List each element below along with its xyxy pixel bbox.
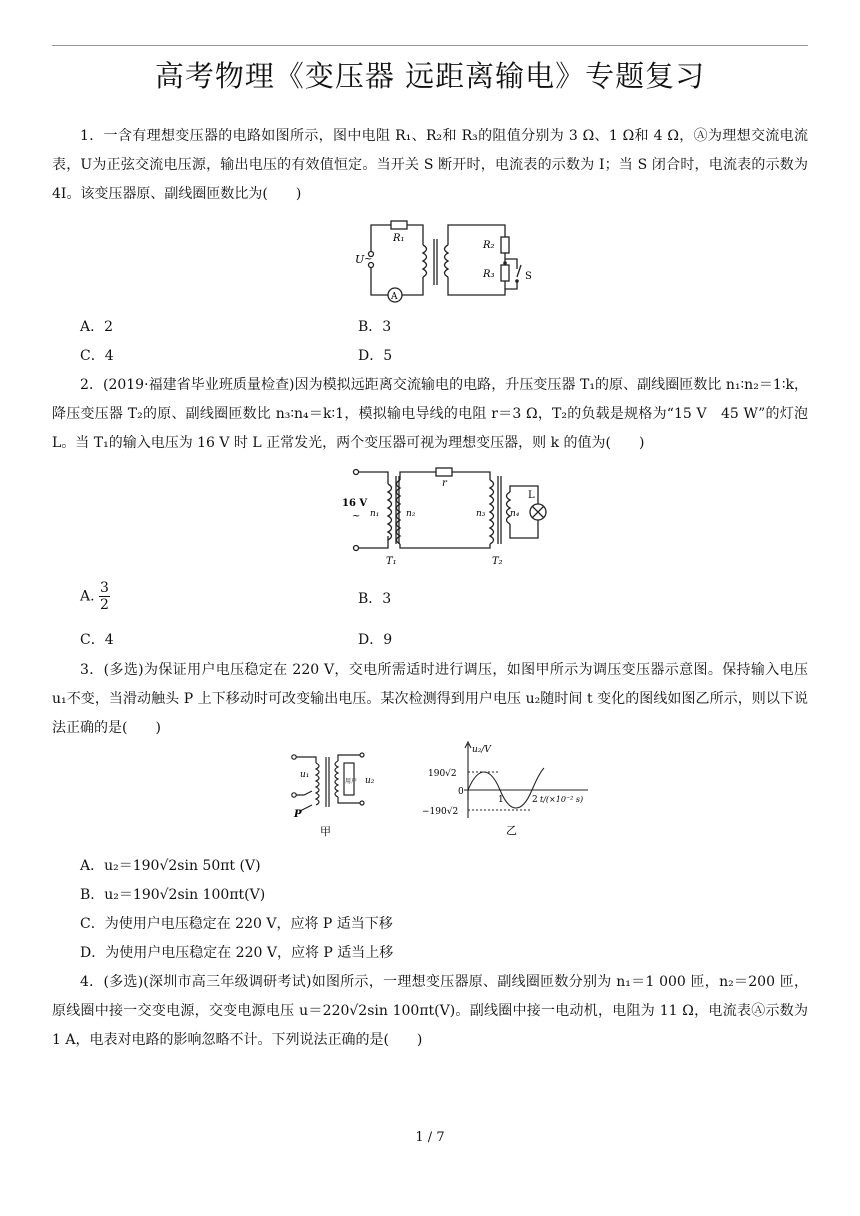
q1-label-r2: R₂	[483, 240, 495, 251]
q1-option-c: C．4	[80, 348, 114, 364]
q2-label-n2: n₂	[406, 509, 416, 519]
q1-option-d: D．5	[358, 348, 393, 364]
q3-jia-label-user: 用户	[345, 778, 358, 785]
q3-jia-label-p: P	[294, 809, 302, 820]
q3-figure-jia	[282, 745, 382, 840]
q2-label-lamp: L	[528, 490, 535, 501]
q3-yi-xlabel: t/(×10⁻² s)	[540, 795, 584, 804]
q3-yi-ylabel: u₂/V	[472, 745, 491, 755]
q2-label-voltage: 16 V	[342, 498, 368, 509]
q1-option-a: A．2	[80, 319, 114, 335]
q1-label-u: U	[355, 253, 365, 266]
q1-option-b: B．3	[358, 319, 392, 335]
q3-jia-caption: 甲	[320, 825, 331, 838]
q1-label-switch: S	[525, 271, 532, 282]
q2-label-n4: n₄	[510, 509, 520, 519]
q1-circuit-diagram	[345, 215, 545, 307]
q3-yi-caption: 乙	[506, 824, 517, 837]
q2-option-d: D．9	[358, 632, 393, 648]
page-number: 1 / 7	[415, 1130, 445, 1145]
q2-label-t2: T₂	[492, 556, 503, 567]
q3-option-a: A．u₂＝190√2sin 50πt (V)	[80, 858, 261, 874]
q3-yi-ymax: 190√2	[428, 769, 457, 779]
q3-yi-ymin: −190√2	[422, 807, 459, 817]
q1-ammeter-icon: A	[391, 292, 398, 302]
q2-option-a-prefix: A.	[80, 588, 95, 605]
question-1-text: 1．一含有理想变压器的电路如图所示，图中电阻 R₁、R₂和 R₃的阻值分别为 3 Ω、1 Ω和 4 Ω，Ⓐ为理想交流电流表，U为正弦交流电压源，输出电压的有效值恒定。当开关 S 断开时，电流表的示数为 I；当 S 闭合时，电流表的示数为 4I。该变压器原、副线圈匝数比为( )	[52, 128, 808, 202]
q1-label-r1: R₁	[393, 233, 405, 244]
q3-yi-tick-2: 2	[532, 795, 538, 805]
q2-label-t1: T₁	[386, 556, 397, 567]
page-title: 高考物理《变压器 远距离输电》专题复习	[154, 59, 706, 93]
q3-option-d: D．为使用户电压稳定在 220 V，应将 P 适当上移	[80, 945, 394, 961]
q2-label-r: r	[442, 478, 447, 489]
question-3-text: 3．(多选)为保证用户电压稳定在 220 V，交电所需适时进行调压，如图甲所示为调压变压器示意图。保持输入电压 u₁不变，当滑动触头 P 上下移动时可改变输出电压。某次检测得到用户电压 u₂随时间 t 变化的图线如图乙所示，则以下说法正确的是( )	[52, 662, 808, 736]
q3-option-b: B．u₂＝190√2sin 100πt(V)	[80, 887, 266, 903]
q2-option-a-numerator: 3	[100, 580, 109, 596]
q1-label-r3: R₃	[483, 269, 495, 280]
q3-yi-tick-1: 1	[498, 795, 504, 805]
q3-yi-zero: 0	[458, 787, 464, 797]
q2-option-c: C．4	[80, 632, 114, 648]
q2-option-a-denominator: 2	[100, 597, 109, 613]
q2-label-n1: n₁	[370, 509, 380, 519]
q2-label-ac: ~	[352, 511, 361, 522]
q3-jia-label-u2: u₂	[365, 776, 375, 786]
header-rule	[52, 45, 808, 46]
q2-label-n3: n₃	[476, 509, 486, 519]
q2-option-b: B．3	[358, 591, 392, 607]
question-2-text: 2．(2019·福建省毕业班质量检查)因为模拟远距离交流输电的电路，升压变压器 T₁的原、副线圈匝数比 n₁∶n₂＝1∶k，降压变压器 T₂的原、副线圈匝数比 n₃∶n₄＝k∶1，模拟输电导线的电阻 r＝3 Ω，T₂的负载是规格为“15 V 45 W”的灯泡 L。当 T₁的输入电压为 16 V 时 L 正常发光，两个变压器可视为理想变压器，则 k 的值为( )	[52, 377, 808, 451]
q2-option-a	[80, 580, 110, 613]
q3-jia-label-u1: u₁	[300, 770, 310, 780]
q1-label-ac: ~	[364, 254, 373, 265]
question-4-text: 4．(多选)(深圳市高三年级调研考试)如图所示，一理想变压器原、副线圈匝数分别为 n₁＝1 000 匝，n₂＝200 匝，原线圈中接一交变电源，交变电源电压 u＝220√2sin 100πt(V)。副线圈中接一电动机，电阻为 11 Ω，电流表Ⓐ示数为 1 A，电表对电路的影响忽略不计。下列说法正确的是( )	[52, 974, 808, 1048]
q3-figure-yi	[420, 738, 600, 838]
q3-option-c: C．为使用户电压稳定在 220 V，应将 P 适当下移	[80, 916, 393, 932]
q2-circuit-diagram	[340, 462, 560, 572]
